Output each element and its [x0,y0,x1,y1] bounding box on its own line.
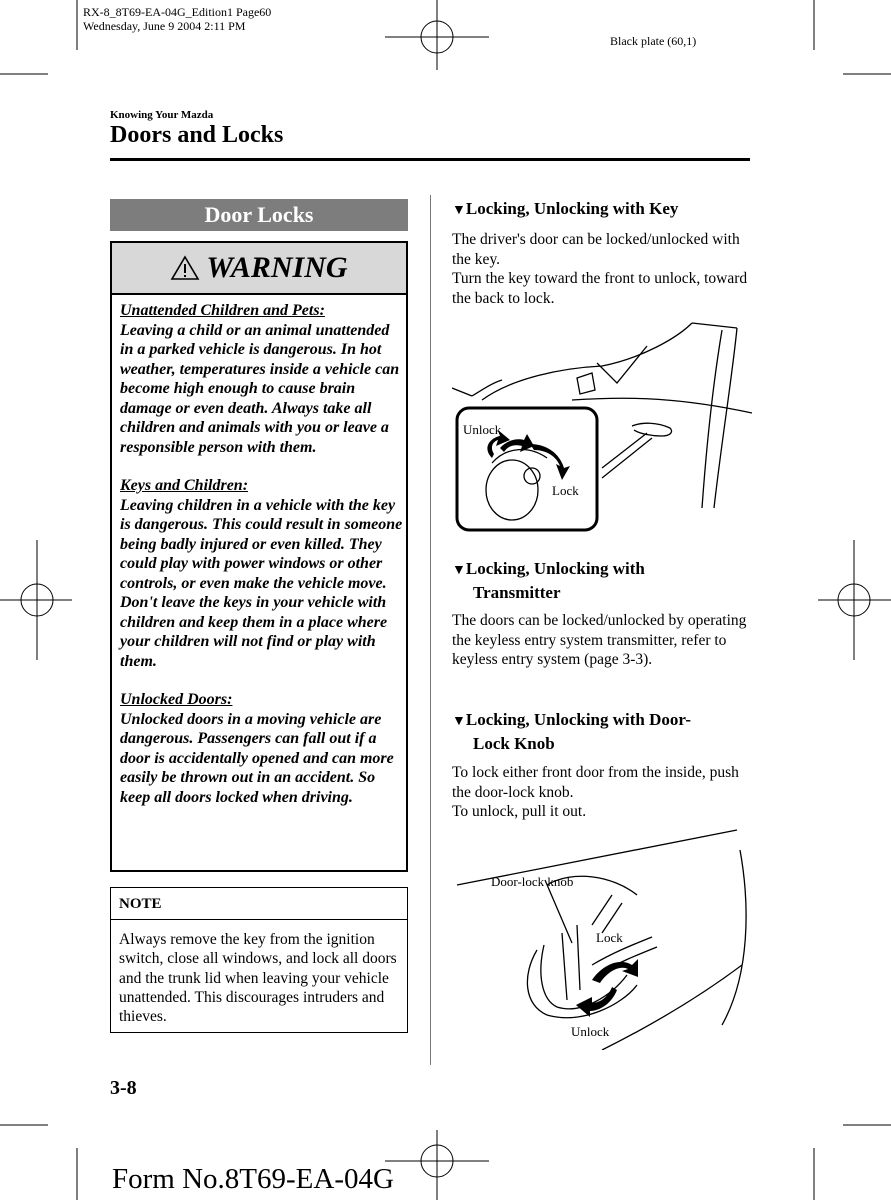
triangle-bullet-icon: ▼ [452,714,466,729]
warning-text: Leaving a child or an animal unattended in a parked vehicle is dangerous. In hot weather, temperatures inside a vehicle can become high enough to cause brain damage or even death. Always take all children and animals with you or leave a responsible person with them. [120,321,400,456]
key-lock-para1: The driver's door can be locked/unlocked with the key. [452,231,740,268]
warning-block [120,690,405,807]
fig2-knob-label: Door-lock knob [491,874,574,889]
warning-subheading: Keys and Children: [120,477,249,494]
warning-block [120,476,405,671]
knob-heading-line2: Lock Knob [473,734,555,753]
form-number: Form No.8T69-EA-04G [112,1163,394,1195]
print-meta-line2: Wednesday, June 9 2004 2:11 PM [83,19,246,33]
fig1-lock-label: Lock [552,483,579,498]
column-divider [430,195,431,1065]
transmitter-text: The doors can be locked/unlocked by operating the keyless entry system transmitter, refer to keyless entry system (page 3-3). [452,612,747,668]
knob-heading [452,709,752,755]
knob-para2: To unlock, pull it out. [452,803,587,820]
page-number: 3-8 [110,1077,137,1099]
warning-text: Unlocked doors in a moving vehicle are dangerous. Passengers can fall out if a door is accidentally opened and can more easily be thrown out in an accident. So keep all doors locked when driving. [120,710,394,806]
key-lock-heading-text: Locking, Unlocking with Key [465,199,679,218]
print-meta [83,5,271,33]
warning-subheading: Unattended Children and Pets: [120,302,325,319]
warning-title: WARNING [206,251,348,284]
triangle-bullet-icon: ▼ [452,203,466,218]
warning-text: Leaving children in a vehicle with the key is dangerous. This could result in someone being badly injured or even killed. They could play with power windows or other controls, or even make the vehicle move. Don't leave the keys in your vehicle with children and keep them in a place where your children will not find or play with them. [120,496,403,670]
triangle-bullet-icon: ▼ [452,563,466,578]
warning-box [110,241,408,872]
plate-label: Black plate (60,1) [610,34,697,48]
note-box [110,887,408,1033]
key-lock-text [452,230,752,308]
warning-body [120,301,405,826]
transmitter-heading-line1: Locking, Unlocking with [465,559,645,578]
knob-heading-line1: Locking, Unlocking with Door- [465,710,691,729]
key-lock-heading [452,198,752,222]
print-meta-line1: RX-8_8T69-EA-04G_Edition1 Page60 [83,5,272,19]
knob-para1: To lock either front door from the inside, push the door-lock knob. [452,764,739,801]
knob-text [452,763,752,822]
title-rule [110,158,750,161]
fig2-unlock-label: Unlock [571,1024,610,1039]
note-title: NOTE [111,888,407,920]
warning-triangle-icon [170,255,200,281]
key-lock-para2: Turn the key toward the front to unlock, toward the back to lock. [452,270,748,307]
fig1-unlock-label: Unlock [463,422,502,437]
transmitter-heading [452,558,752,604]
page-title: Doors and Locks [110,122,284,148]
note-text: Always remove the key from the ignition switch, close all windows, and lock all doors and the trunk lid when leaving your vehicle unattended. This discourages intruders and thieves. [119,931,397,1026]
warning-header [112,243,406,295]
transmitter-heading-line2: Transmitter [473,583,561,602]
door-locks-banner: Door Locks [110,199,408,231]
warning-subheading: Unlocked Doors: [120,691,233,708]
section-label: Knowing Your Mazda [110,109,214,121]
fig2-lock-label: Lock [596,930,623,945]
warning-block [120,301,405,457]
